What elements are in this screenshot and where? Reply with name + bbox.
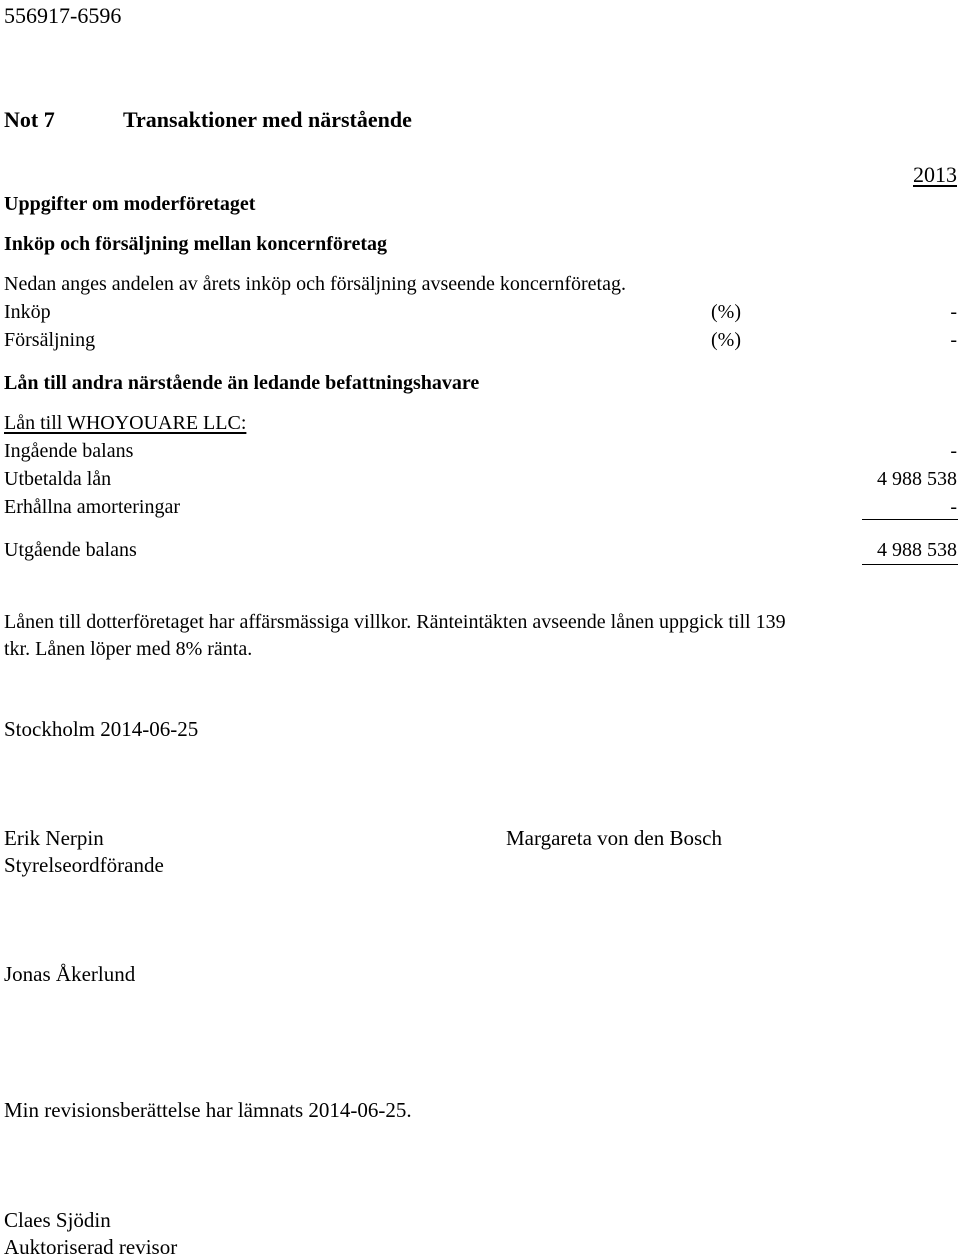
opening-balance-label: Ingående balans xyxy=(4,440,134,462)
closing-balance-label: Utgående balans xyxy=(4,539,137,561)
loans-note-line-2: tkr. Lånen löper med 8% ränta. xyxy=(4,638,253,660)
auditor-title: Auktoriserad revisor xyxy=(4,1235,178,1259)
org-number: 556917-6596 xyxy=(4,3,122,28)
note-number: Not 7 xyxy=(4,107,55,132)
sales-value: - xyxy=(950,329,957,351)
year-column-header: 2013 xyxy=(913,162,957,187)
signer-1-title: Styrelseordförande xyxy=(4,853,164,877)
auditor-name: Claes Sjödin xyxy=(4,1208,111,1232)
repayments-value: - xyxy=(950,496,957,518)
closing-balance-value: 4 988 538 xyxy=(877,539,957,561)
loans-subheading: Lån till WHOYOUARE LLC: xyxy=(4,412,247,434)
subtotal-rule xyxy=(862,519,958,520)
purchases-unit: (%) xyxy=(711,301,741,323)
parent-company-heading: Uppgifter om moderföretaget xyxy=(4,193,256,215)
total-rule xyxy=(862,564,958,565)
sales-unit: (%) xyxy=(711,329,741,351)
intercompany-heading: Inköp och försäljning mellan koncernföretag xyxy=(4,233,387,255)
opening-balance-value: - xyxy=(950,440,957,462)
loans-paid-label: Utbetalda lån xyxy=(4,468,112,490)
repayments-label: Erhållna amorteringar xyxy=(4,496,181,518)
signer-3-name: Jonas Åkerlund xyxy=(4,962,136,986)
loans-paid-value: 4 988 538 xyxy=(877,468,957,490)
audit-statement: Min revisionsberättelse har lämnats 2014-06-25. xyxy=(4,1098,412,1122)
signer-1-name: Erik Nerpin xyxy=(4,826,104,850)
intercompany-description: Nedan anges andelen av årets inköp och försäljning avseende koncernföretag. xyxy=(4,273,626,295)
signer-2-name: Margareta von den Bosch xyxy=(506,826,722,850)
note-title: Transaktioner med närstående xyxy=(123,107,412,132)
sales-label: Försäljning xyxy=(4,329,96,351)
place-date: Stockholm 2014-06-25 xyxy=(4,717,199,741)
loans-note-line-1: Lånen till dotterföretaget har affärsmässiga villkor. Ränteintäkten avseende lånen uppgick till 139 xyxy=(4,611,786,633)
purchases-label: Inköp xyxy=(4,301,51,323)
loans-heading: Lån till andra närstående än ledande befattningshavare xyxy=(4,372,480,394)
purchases-value: - xyxy=(950,301,957,323)
